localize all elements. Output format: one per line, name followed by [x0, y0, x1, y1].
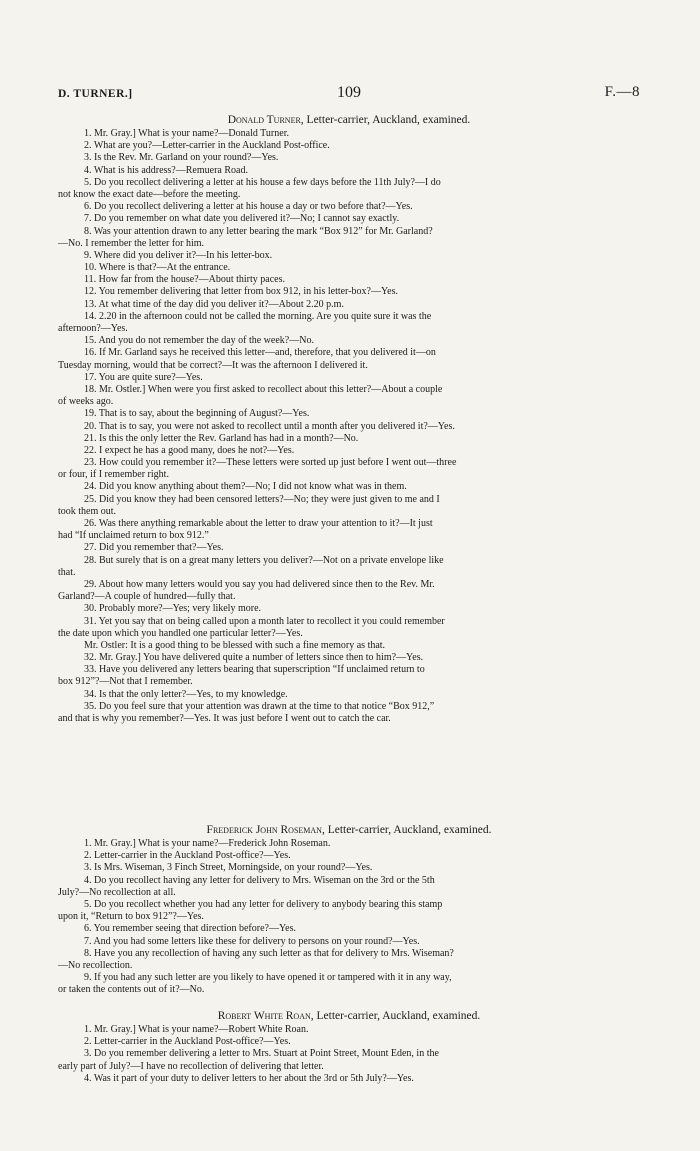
section-title — [58, 1008, 640, 1024]
testimony-line: 15. And you do not remember the day of the week?—No. — [84, 335, 314, 347]
testimony-line: 9. If you had any such letter are you likely to have opened it or tampered with it in any way, — [84, 972, 452, 984]
testimony-line: —No recollection. — [58, 959, 133, 971]
testimony-line: 29. About how many letters would you say you had delivered since then to the Rev. Mr. — [84, 578, 435, 590]
testimony-line: afternoon?—Yes. — [58, 323, 128, 334]
witness-role: , Letter-carrier, Auckland, examined. — [310, 1010, 481, 1022]
testimony-line: 2. Letter-carrier in the Auckland Post-office?—Yes. — [84, 850, 291, 862]
testimony-line: Tuesday morning, would that be correct?—It was the afternoon I delivered it. — [58, 359, 368, 371]
testimony-robert-white-roan — [58, 1008, 640, 1085]
testimony-lines — [58, 838, 640, 996]
testimony-line: 6. Do you recollect delivering a letter at his house a day or two before that?—Yes. — [84, 201, 413, 213]
testimony-line: 33. Have you delivered any letters bearing that superscription “If unclaimed return to — [84, 664, 425, 676]
testimony-line: not know the exact date—before the meeting. — [58, 188, 241, 200]
testimony-line: 28. But surely that is on a great many letters you deliver?—Not on a private envelope like — [84, 554, 444, 566]
testimony-line: that. — [58, 566, 76, 578]
testimony-line: early part of July?—I have no recollection of delivering that letter. — [58, 1060, 324, 1072]
witness-name: Frederick John Roseman — [206, 824, 322, 836]
testimony-line: 25. Did you know they had been censored letters?—No; they were just given to me and I — [84, 493, 440, 505]
testimony-line: took them out. — [58, 505, 117, 517]
testimony-line: 7. And you had some letters like these for delivery to persons on your round?—Yes. — [84, 935, 420, 947]
paper-reference: F.—8 — [604, 84, 640, 100]
testimony-line: July?—No recollection at all. — [58, 886, 176, 898]
witness-role: , Letter-carrier, Auckland, examined. — [300, 114, 471, 126]
testimony-line: 7. Do you remember on what date you delivered it?—No; I cannot say exactly. — [84, 213, 400, 225]
witness-role: , Letter-carrier, Auckland, examined. — [321, 824, 492, 836]
testimony-line: the date upon which you handled one particular letter?—Yes. — [58, 627, 303, 639]
testimony-line: 16. If Mr. Garland says he received this letter—and, therefore, that you delivered it—on — [84, 347, 436, 359]
testimony-line: 4. What is his address?—Remuera Road. — [84, 164, 248, 176]
running-header — [58, 84, 640, 104]
testimony-line: 31. Yet you say that on being called upon a month later to recollect it you could remember — [84, 615, 445, 627]
testimony-line: 2. Letter-carrier in the Auckland Post-office?—Yes. — [84, 1036, 291, 1048]
testimony-line: 14. 2.20 in the afternoon could not be called the morning. Are you quite sure it was the — [84, 310, 432, 322]
testimony-line: 34. Is that the only letter?—Yes, to my knowledge. — [84, 688, 288, 700]
testimony-line: 4. Do you recollect having any letter for delivery to Mrs. Wiseman on the 3rd or the 5th — [84, 874, 435, 886]
testimony-line: 24. Did you know anything about them?—No; I did not know what was in them. — [84, 481, 407, 493]
testimony-line: 5. Do you recollect whether you had any letter for delivery to anybody bearing this stamp — [84, 898, 443, 910]
testimony-line: 3. Is the Rev. Mr. Garland on your round?—Yes. — [84, 152, 279, 164]
testimony-line: 30. Probably more?—Yes; very likely more. — [84, 603, 262, 615]
testimony-line: had “If unclaimed return to box 912.” — [58, 530, 209, 542]
testimony-line: 11. How far from the house?—About thirty paces. — [84, 274, 285, 286]
testimony-line: 1. Mr. Gray.] What is your name?—Donald Turner. — [84, 128, 289, 139]
testimony-line: of weeks ago. — [58, 396, 114, 408]
testimony-line: 23. How could you remember it?—These letters were sorted up just before I went out—three — [84, 457, 457, 469]
testimony-line: 26. Was there anything remarkable about the letter to draw your attention to it?—It just — [84, 518, 433, 529]
testimony-line: 2. What are you?—Letter-carrier in the Auckland Post-office. — [84, 140, 330, 152]
testimony-line: 18. Mr. Ostler.] When were you first asked to recollect about this letter?—About a couple — [84, 383, 443, 395]
testimony-line: 20. That is to say, you were not asked to recollect until a month after you delivered it?—Yes. — [84, 420, 455, 432]
testimony-line: 1. Mr. Gray.] What is your name?—Frederick John Roseman. — [84, 838, 331, 849]
testimony-line: upon it, “Return to box 912”?—Yes. — [58, 911, 204, 923]
testimony-line: 17. You are quite sure?—Yes. — [84, 371, 203, 383]
testimony-line: box 912”?—Not that I remember. — [58, 676, 193, 688]
testimony-line: 27. Did you remember that?—Yes. — [84, 542, 224, 554]
testimony-frederick-john-roseman — [58, 822, 640, 996]
testimony-donald-turner — [58, 112, 640, 725]
testimony-line: or four, if I remember right. — [58, 469, 169, 481]
section-title — [58, 822, 640, 838]
testimony-line: or taken the contents out of it?—No. — [58, 984, 205, 996]
witness-name: Donald Turner — [227, 114, 301, 126]
testimony-line: 8. Was your attention drawn to any letter bearing the mark “Box 912” for Mr. Garland? — [84, 225, 433, 237]
testimony-line: 22. I expect he has a good many, does he not?—Yes. — [84, 444, 295, 456]
page-number: 109 — [337, 84, 361, 101]
testimony-line: 9. Where did you deliver it?—In his letter-box. — [84, 249, 273, 261]
testimony-line: 21. Is this the only letter the Rev. Garland has had in a month?—No. — [84, 432, 359, 444]
testimony-line: and that is why you remember?—Yes. It was just before I went out to catch the car. — [58, 713, 391, 724]
testimony-line: —No. I remember the letter for him. — [58, 237, 205, 249]
section-title — [58, 112, 640, 128]
testimony-line: 35. Do you feel sure that your attention was drawn at the time to that notice “Box 912,” — [84, 700, 435, 712]
testimony-line: 19. That is to say, about the beginning of August?—Yes. — [84, 408, 310, 420]
testimony-line: Garland?—A couple of hundred—fully that. — [58, 591, 236, 603]
testimony-line: 5. Do you recollect delivering a letter at his house a few days before the 11th July?—I do — [84, 176, 441, 188]
testimony-lines — [58, 128, 640, 725]
testimony-line: 13. At what time of the day did you deliver it?—About 2.20 p.m. — [84, 298, 344, 310]
testimony-line: 4. Was it part of your duty to deliver letters to her about the 3rd or 5th July?—Yes. — [84, 1072, 414, 1084]
header-witness: D. TURNER.] — [58, 88, 133, 100]
testimony-line: 6. You remember seeing that direction before?—Yes. — [84, 923, 296, 935]
testimony-line: 8. Have you any recollection of having any such letter as that for delivery to Mrs. Wiseman? — [84, 947, 454, 959]
testimony-line: 3. Do you remember delivering a letter to Mrs. Stuart at Point Street, Mount Eden, in the — [84, 1048, 439, 1060]
testimony-line: 3. Is Mrs. Wiseman, 3 Finch Street, Morningside, on your round?—Yes. — [84, 862, 373, 874]
testimony-line: 12. You remember delivering that letter from box 912, in his letter-box?—Yes. — [84, 286, 399, 298]
testimony-line: Mr. Ostler: It is a good thing to be blessed with such a fine memory as that. — [84, 639, 386, 651]
testimony-line: 1. Mr. Gray.] What is your name?—Robert White Roan. — [84, 1024, 309, 1035]
testimony-line: 10. Where is that?—At the entrance. — [84, 262, 231, 274]
witness-name: Robert White Roan — [217, 1010, 311, 1022]
testimony-line: 32. Mr. Gray.] You have delivered quite a number of letters since then to him?—Yes. — [84, 652, 424, 664]
testimony-lines — [58, 1024, 640, 1085]
